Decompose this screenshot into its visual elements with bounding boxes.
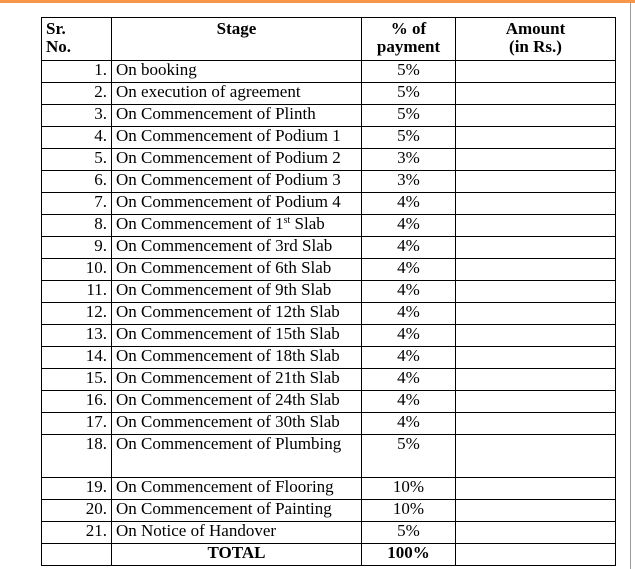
row-stage-tail: Slab (290, 214, 325, 233)
header-amount-line1: Amount (505, 19, 566, 38)
row-amount (456, 61, 616, 83)
header-row (42, 18, 616, 61)
header-sr-no (42, 18, 112, 61)
row-sr-no: 8. (42, 215, 112, 237)
row-percent: 4% (362, 391, 456, 413)
row-sr-no: 17. (42, 413, 112, 435)
table-row (42, 303, 616, 325)
row-percent: 4% (362, 215, 456, 237)
row-stage: On Commencement of Podium 4 (112, 193, 362, 215)
row-percent: 10% (362, 478, 456, 500)
row-percent: 5% (362, 522, 456, 544)
table-row (42, 347, 616, 369)
header-percent-payment (362, 18, 456, 61)
row-percent: 4% (362, 325, 456, 347)
table-row (42, 105, 616, 127)
row-amount (456, 325, 616, 347)
row-stage: On Commencement of 24th Slab (112, 391, 362, 413)
row-amount (456, 303, 616, 325)
row-amount (456, 435, 616, 478)
header-pct-line2: payment (376, 37, 441, 56)
row-percent: 3% (362, 171, 456, 193)
row-stage: On booking (112, 61, 362, 83)
table-row (42, 281, 616, 303)
table-row (42, 237, 616, 259)
row-stage: On Commencement of Podium 1 (112, 127, 362, 149)
row-sr-no: 14. (42, 347, 112, 369)
row-amount (456, 391, 616, 413)
row-percent: 5% (362, 83, 456, 105)
row-stage: On Commencement of Podium 2 (112, 149, 362, 171)
row-sr-no: 20. (42, 500, 112, 522)
row-stage: On Commencement of 3rd Slab (112, 237, 362, 259)
row-stage-text: On Commencement of 1 (116, 214, 284, 233)
table-row (42, 325, 616, 347)
payment-schedule-table (41, 17, 616, 566)
row-stage-superscript: st (283, 215, 291, 226)
row-percent: 4% (362, 193, 456, 215)
row-stage: On Commencement of 12th Slab (112, 303, 362, 325)
right-frame-line (630, 3, 631, 569)
row-stage (112, 215, 362, 237)
row-amount (456, 83, 616, 105)
row-percent: 4% (362, 347, 456, 369)
row-sr-no: 6. (42, 171, 112, 193)
table-row (42, 413, 616, 435)
table-row (42, 171, 616, 193)
table-row (42, 215, 616, 237)
row-stage: On Commencement of Plinth (112, 105, 362, 127)
row-percent: 5% (362, 127, 456, 149)
row-stage: On Commencement of Painting (112, 500, 362, 522)
row-percent: 4% (362, 413, 456, 435)
row-amount (456, 127, 616, 149)
table-row (42, 127, 616, 149)
row-stage: On Commencement of 15th Slab (112, 325, 362, 347)
table-row (42, 369, 616, 391)
header-stage: Stage (112, 18, 362, 61)
row-stage: On Commencement of 6th Slab (112, 259, 362, 281)
row-sr-no: 4. (42, 127, 112, 149)
table-row (42, 83, 616, 105)
table-row (42, 478, 616, 500)
row-sr-no: 3. (42, 105, 112, 127)
row-sr-no: 13. (42, 325, 112, 347)
row-amount (456, 281, 616, 303)
row-amount (456, 369, 616, 391)
row-sr-no: 12. (42, 303, 112, 325)
row-amount (456, 500, 616, 522)
row-stage: On Commencement of 9th Slab (112, 281, 362, 303)
table-row (42, 149, 616, 171)
row-percent: 5% (362, 435, 456, 478)
row-percent: 4% (362, 237, 456, 259)
row-sr-no: 19. (42, 478, 112, 500)
row-sr-no: 7. (42, 193, 112, 215)
table-row (42, 259, 616, 281)
row-stage: On Commencement of Flooring (112, 478, 362, 500)
header-sr: Sr. (46, 19, 66, 38)
row-stage: On Commencement of Podium 3 (112, 171, 362, 193)
row-amount (456, 105, 616, 127)
row-amount (456, 413, 616, 435)
row-amount (456, 478, 616, 500)
row-percent: 4% (362, 369, 456, 391)
row-sr-no: 5. (42, 149, 112, 171)
total-row (42, 544, 616, 566)
row-sr-no: 11. (42, 281, 112, 303)
row-amount (456, 171, 616, 193)
row-stage: On Commencement of Plumbing (112, 435, 362, 478)
header-amount-line2: (in Rs.) (509, 37, 562, 56)
row-percent: 4% (362, 281, 456, 303)
row-stage: On Notice of Handover (112, 522, 362, 544)
row-amount (456, 522, 616, 544)
total-sr-cell (42, 544, 112, 566)
total-label: TOTAL (112, 544, 362, 566)
table-row (42, 391, 616, 413)
row-sr-no: 9. (42, 237, 112, 259)
row-sr-no: 15. (42, 369, 112, 391)
row-stage: On execution of agreement (112, 83, 362, 105)
row-stage: On Commencement of 30th Slab (112, 413, 362, 435)
header-pct-line1: % of (390, 19, 427, 38)
header-no: No. (46, 37, 72, 56)
row-amount (456, 347, 616, 369)
row-sr-no: 2. (42, 83, 112, 105)
row-percent: 3% (362, 149, 456, 171)
row-percent: 5% (362, 61, 456, 83)
table-row (42, 193, 616, 215)
row-amount (456, 237, 616, 259)
row-percent: 4% (362, 259, 456, 281)
row-amount (456, 259, 616, 281)
table-row (42, 522, 616, 544)
row-percent: 10% (362, 500, 456, 522)
total-percent: 100% (362, 544, 456, 566)
row-percent: 4% (362, 303, 456, 325)
row-amount (456, 193, 616, 215)
row-sr-no: 21. (42, 522, 112, 544)
table-row (42, 435, 616, 478)
row-percent: 5% (362, 105, 456, 127)
row-sr-no: 16. (42, 391, 112, 413)
row-amount (456, 149, 616, 171)
table-row (42, 61, 616, 83)
row-stage: On Commencement of 21th Slab (112, 369, 362, 391)
total-amount-cell (456, 544, 616, 566)
row-amount (456, 215, 616, 237)
top-accent-bar (0, 0, 635, 3)
row-sr-no: 10. (42, 259, 112, 281)
header-amount (456, 18, 616, 61)
row-sr-no: 18. (42, 435, 112, 478)
row-sr-no: 1. (42, 61, 112, 83)
table-row (42, 500, 616, 522)
row-stage: On Commencement of 18th Slab (112, 347, 362, 369)
